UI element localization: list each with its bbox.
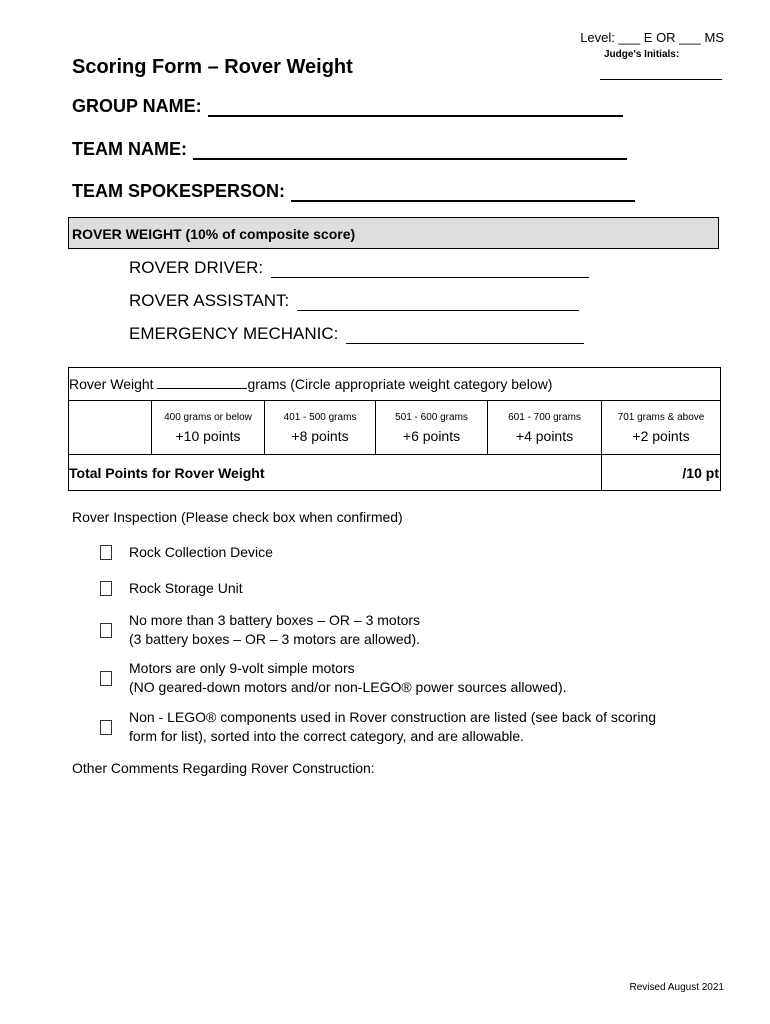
team-spokesperson-field[interactable]: [291, 182, 635, 202]
checkbox[interactable]: [100, 581, 112, 596]
empty-cell: [69, 401, 152, 455]
inspection-item-note: (NO geared-down motors and/or non-LEGO® power sources allowed).: [129, 679, 567, 695]
rover-driver-row: [129, 258, 589, 278]
weight-category[interactable]: [152, 401, 265, 455]
category-range: 401 - 500 grams: [283, 411, 357, 423]
checkbox[interactable]: [100, 671, 112, 686]
weight-category[interactable]: [488, 401, 602, 455]
judge-initials-field[interactable]: [600, 79, 722, 80]
category-points: +8 points: [291, 427, 349, 444]
level-selector[interactable]: Level: ___ E OR ___ MS: [580, 30, 724, 45]
rover-weight-field[interactable]: [157, 376, 247, 389]
category-range: 400 grams or below: [164, 411, 252, 423]
inspection-item: [100, 659, 719, 697]
inspection-item: [100, 579, 719, 598]
emergency-mechanic-label: EMERGENCY MECHANIC:: [129, 324, 339, 343]
rover-assistant-label: ROVER ASSISTANT:: [129, 291, 290, 310]
inspection-item: [100, 543, 719, 562]
group-name-label: GROUP NAME:: [72, 96, 202, 116]
rover-weight-suffix: grams (Circle appropriate weight category below): [247, 376, 553, 392]
rover-assistant-row: [129, 291, 579, 311]
team-spokesperson-label: TEAM SPOKESPERSON:: [72, 181, 286, 201]
inspection-item-text: Rock Storage Unit: [129, 580, 243, 596]
team-name-label: TEAM NAME:: [72, 139, 187, 159]
team-name-row: [72, 139, 627, 160]
revision-footer: Revised August 2021: [629, 982, 724, 993]
inspection-item: [100, 708, 719, 746]
comments-heading: Other Comments Regarding Rover Construction:: [72, 760, 375, 776]
category-points: +10 points: [175, 427, 241, 444]
inspection-item: [100, 611, 719, 649]
emergency-mechanic-field[interactable]: [346, 329, 584, 344]
inspection-item-text: No more than 3 battery boxes – OR – 3 motors: [129, 612, 421, 628]
group-name-row: [72, 96, 623, 117]
rover-weight-label: Rover Weight: [69, 376, 154, 392]
category-range: 601 - 700 grams: [508, 411, 581, 423]
checkbox[interactable]: [100, 545, 112, 560]
category-points: +6 points: [402, 427, 461, 444]
inspection-item-text: Non - LEGO® components used in Rover construction are listed (see back of scoring: [129, 709, 657, 725]
rover-weight-section-bar: ROVER WEIGHT (10% of composite score): [68, 217, 719, 249]
weight-category[interactable]: [602, 401, 721, 455]
inspection-item-note: (3 battery boxes – OR – 3 motors are allowed).: [129, 631, 421, 647]
category-points: +4 points: [515, 427, 574, 444]
category-range: 501 - 600 grams: [395, 411, 468, 423]
inspection-item-text: Rock Collection Device: [129, 544, 273, 560]
category-points: +2 points: [632, 427, 690, 444]
group-name-field[interactable]: [208, 97, 623, 117]
page-title: Scoring Form – Rover Weight: [72, 56, 353, 78]
checkbox[interactable]: [100, 720, 112, 735]
category-range: 701 grams & above: [617, 411, 705, 423]
total-points-value: /10 pt: [602, 455, 721, 491]
inspection-item-text: Motors are only 9-volt simple motors: [129, 660, 355, 676]
team-name-field[interactable]: [193, 140, 627, 160]
rover-driver-field[interactable]: [271, 263, 589, 278]
rover-driver-label: ROVER DRIVER:: [129, 258, 264, 277]
inspection-heading: Rover Inspection (Please check box when confirmed): [72, 509, 403, 525]
weight-category[interactable]: [265, 401, 376, 455]
rover-assistant-field[interactable]: [297, 296, 579, 311]
inspection-item-note: form for list), sorted into the correct category, and are allowable.: [129, 728, 525, 744]
weight-table: [68, 367, 721, 491]
total-points-label: Total Points for Rover Weight: [69, 455, 602, 491]
judge-initials-label: Judge's Initials:: [604, 49, 680, 60]
weight-category[interactable]: [376, 401, 488, 455]
emergency-mechanic-row: [129, 324, 584, 344]
checkbox[interactable]: [100, 623, 112, 638]
team-spokesperson-row: [72, 181, 635, 202]
rover-weight-row: [69, 368, 721, 401]
